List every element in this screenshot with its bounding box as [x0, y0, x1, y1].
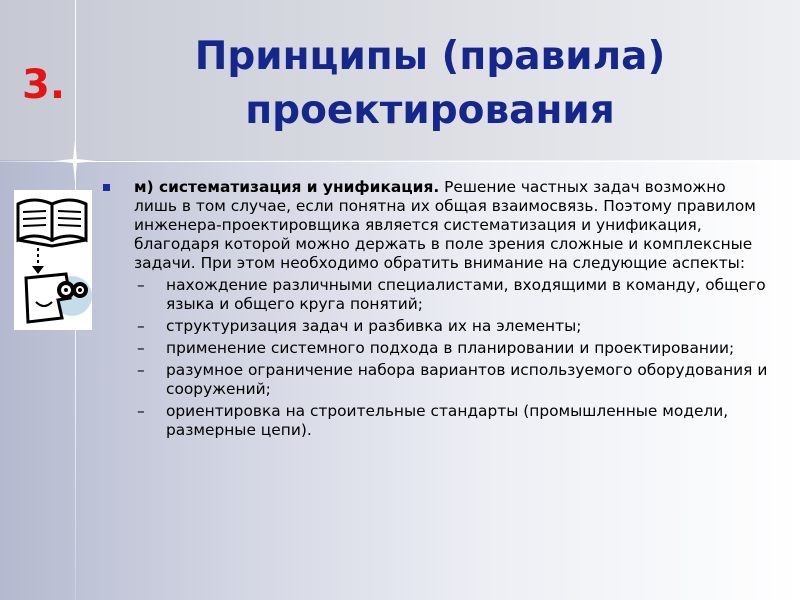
main-paragraph [100, 178, 770, 273]
paragraph-text: Решение частных задач возможно лишь в том случае, если понятна их общая взаимосвязь. Поэтому правилом инженера-проектировщика является систематизация и унификация, благодаря которой можно держать в поле зрения сложные и комплексные задачи. При этом необходимо обратить внимание на следующие аспекты: [134, 178, 756, 272]
clipart-illustration [14, 190, 92, 330]
title-line-2: проектирования [245, 88, 615, 133]
list-item [100, 276, 770, 314]
slide-title [110, 30, 750, 138]
list-item-text: нахождение различными специалистами, входящими в команду, общего языка и общего круга понятий; [166, 276, 766, 313]
aspects-list [100, 276, 770, 440]
dash-marker: – [137, 276, 145, 294]
list-item-text: применение системного подхода в планировании и проектировании; [166, 339, 735, 357]
dash-marker: – [137, 317, 145, 335]
thinking-face-icon [26, 274, 92, 322]
sparkle-star-icon [54, 140, 96, 182]
list-item-text: ориентировка на строительные стандарты (промышленные модели, размерные цепи). [166, 402, 729, 439]
horizontal-divider [0, 161, 800, 162]
paragraph-lead: м) систематизация и унификация. [134, 178, 440, 196]
square-bullet-icon [103, 184, 110, 191]
arrow-down-icon [32, 248, 44, 274]
list-item [100, 339, 770, 358]
list-item [100, 361, 770, 399]
slide-number: 3. [22, 62, 66, 108]
list-item [100, 402, 770, 440]
open-book-icon [18, 200, 86, 246]
slide-content [100, 178, 770, 440]
dash-marker: – [137, 402, 145, 420]
dash-marker: – [137, 339, 145, 357]
list-item-text: разумное ограничение набора вариантов используемого оборудования и сооружений; [166, 361, 768, 398]
title-line-1: Принципы (правила) [194, 34, 666, 79]
dash-marker: – [137, 361, 145, 379]
list-item [100, 317, 770, 336]
list-item-text: структуризация задач и разбивка их на элементы; [166, 317, 582, 335]
